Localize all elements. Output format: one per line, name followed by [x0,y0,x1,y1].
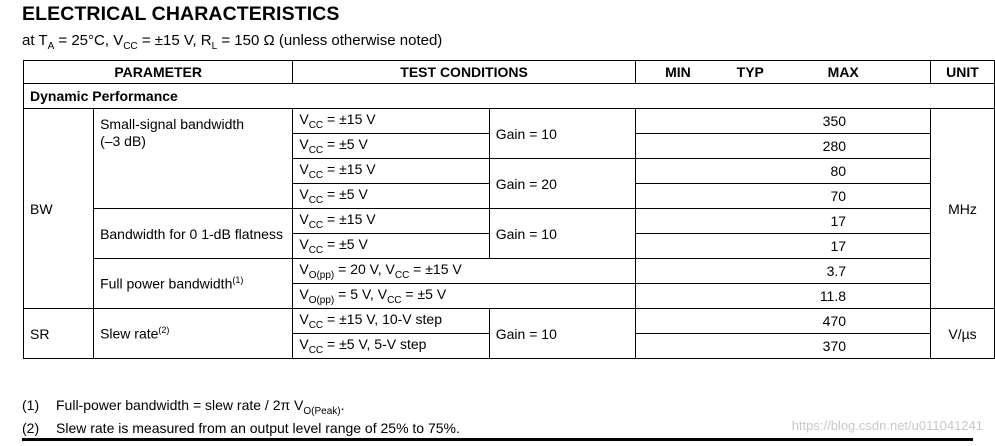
cond-gain: Gain = 10 [489,209,635,259]
cond-vcc: $V_{CC} = \pm 5$ V [293,134,489,159]
footnote-number: (1) [22,397,40,413]
footnote-number: (2) [22,419,40,436]
footnote-1 [22,397,460,420]
typ-value: 70 [635,184,930,209]
cond-gain: Gain = 20 [489,159,635,209]
electrical-characteristics-table [23,60,995,359]
cond-vcc: $V_{CC} = \pm 5$ V, 5-V step [293,334,489,359]
symbol-bw: BW [24,109,94,309]
cond-vcc: $V_{CC} = \pm 15$ V [293,109,489,134]
typ-value: 470 [635,309,930,334]
cond-vopp: $V_{O(pp)} = 5$ V, $V_{CC} = \pm 5$ V [293,284,635,309]
cond-gain: Gain = 10 [489,309,635,359]
unit-mhz: MHz [931,109,995,309]
header-typ: TYP [736,64,764,80]
footnotes [22,397,460,437]
cond-vcc: $V_{CC} = \pm 5$ V [293,234,489,259]
header-test-conditions: TEST CONDITIONS [293,61,635,84]
cond-gain: Gain = 10 [489,109,635,159]
table-row [24,259,995,284]
cond-vcc: $V_{CC} = \pm 5$ V [293,184,489,209]
typ-value: 350 [635,109,930,134]
watermark: https://blog.csdn.net/u011041241 [791,418,983,433]
header-row [24,61,995,84]
footnote-text: Full-power bandwidth = slew rate / 2π $V_{O(Peak)}$. [56,397,345,417]
footnote-text: Slew rate is measured from an output level range of 25% to 75%. [56,419,460,436]
typ-value: 17 [635,209,930,234]
cond-vcc: $V_{CC} = \pm 15$ V [293,159,489,184]
cond-vcc: $V_{CC} = \pm 15$ V [293,209,489,234]
table-row [24,209,995,234]
typ-value: 280 [635,134,930,159]
desc-slew-rate: Slew rate$^{(2)}$ [94,309,293,359]
symbol-sr: SR [24,309,94,359]
table-row [24,109,995,134]
desc-flatness-bandwidth: Bandwidth for 0 1-dB flatness [94,209,293,259]
header-min-typ-max [635,61,930,84]
section-dynamic-performance: Dynamic Performance [24,84,995,109]
table-row [24,309,995,334]
desc-full-power-bandwidth: Full power bandwidth$^{(1)}$ [94,259,293,309]
unit-v-per-us: V/µs [931,309,995,359]
typ-value: 11.8 [635,284,930,309]
section-row [24,84,995,109]
header-parameter: PARAMETER [24,61,293,84]
header-unit: UNIT [931,61,995,84]
cond-vopp: $V_{O(pp)} = 20$ V, $V_{CC} = \pm 15$ V [293,259,635,284]
typ-value: 80 [635,159,930,184]
desc-small-signal-bandwidth: Small-signal bandwidth (–3 dB) [94,109,293,209]
footnote-2 [22,420,460,437]
typ-value: 17 [635,234,930,259]
typ-value: 3.7 [635,259,930,284]
conditions-subtitle: at $T_A = 25^\circ C$, $V_{CC} = \pm 15$ V, $R_L = 150$ Ω (unless otherwise noted) [22,32,443,52]
cond-vcc: $V_{CC} = \pm 15$ V, 10-V step [293,309,489,334]
page-title: ELECTRICAL CHARACTERISTICS [22,3,340,25]
header-min: MIN [665,64,691,80]
header-max: MAX [827,64,859,80]
typ-value: 370 [635,334,930,359]
bottom-divider [22,438,973,441]
